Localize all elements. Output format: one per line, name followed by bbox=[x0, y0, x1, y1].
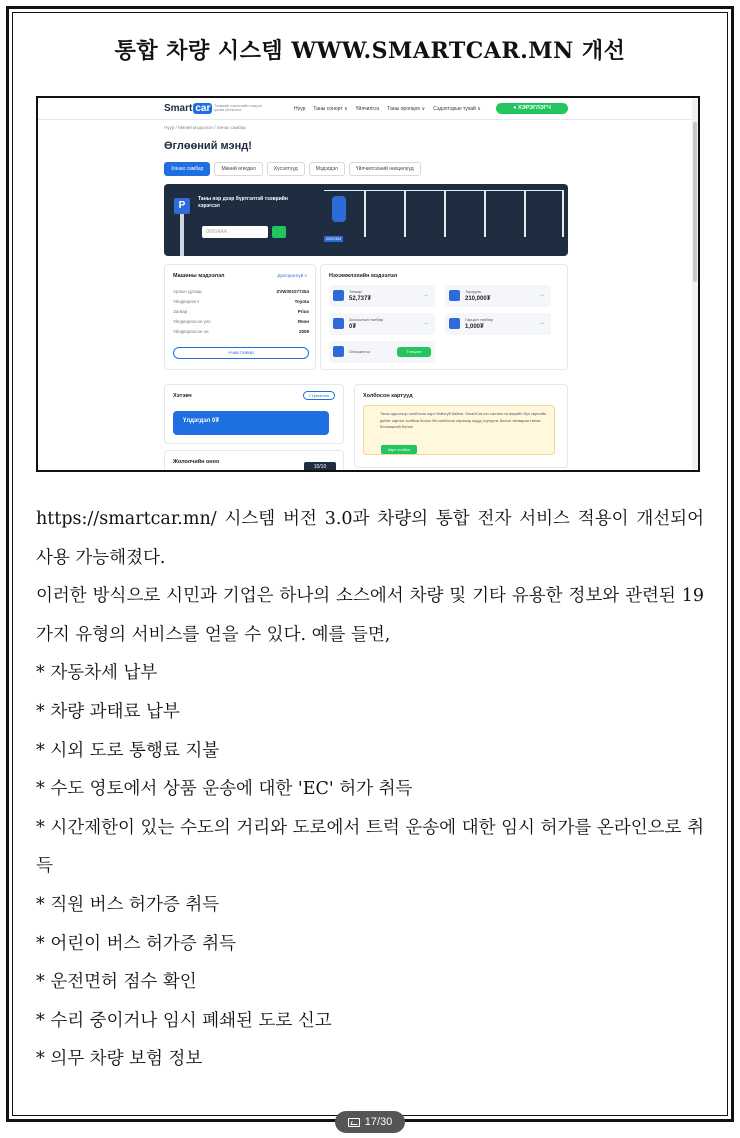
vehicle-info-card bbox=[164, 264, 316, 370]
menu-item: Сэдэлтэрын тухай ∨ bbox=[433, 106, 481, 112]
slot-line bbox=[524, 191, 526, 237]
scroll-thumb bbox=[693, 122, 697, 282]
list-item: * 어린이 버스 허가증 취득 bbox=[36, 933, 237, 954]
document-title: 통합 차량 시스템 WWW.SMARTCAR.MN 개선 bbox=[114, 38, 626, 64]
list-item: * 자동차세 납부 bbox=[36, 663, 158, 684]
fine-icon bbox=[449, 290, 460, 301]
info-row bbox=[173, 299, 309, 309]
logo-text: Smart bbox=[164, 103, 193, 114]
slot-line bbox=[444, 191, 446, 237]
site-tagline: Тээврийн хэрэгслийн нэгдсэн цахим үйлчилгээ bbox=[214, 104, 262, 112]
info-value: Toyota bbox=[294, 299, 309, 304]
car-icon bbox=[332, 196, 346, 222]
info-label: Үйлдвэрлэгч bbox=[173, 299, 200, 304]
menu-item: Таны оролцоо ∨ bbox=[387, 106, 426, 112]
arrow-right-icon: → bbox=[423, 292, 429, 298]
toll-icon bbox=[449, 318, 460, 329]
list-item: * 차량 과태료 납부 bbox=[36, 701, 180, 722]
parking-fee-icon bbox=[333, 318, 344, 329]
payments-card-title: Нэхэмжлэхийн мэдээлэл bbox=[329, 273, 398, 279]
cargo-button: Ачаа тээвэр bbox=[173, 347, 309, 359]
greeting: Өглөөний мэнд! bbox=[164, 140, 252, 152]
info-label: Үйлдвэрлэсэн он bbox=[173, 329, 209, 334]
tile-value: 52,737₮ bbox=[349, 296, 372, 302]
tile-value: 0₮ bbox=[349, 324, 357, 330]
info-label: Үйлдвэрлэсэн улс bbox=[173, 319, 211, 324]
tile-label: Торгууль bbox=[465, 289, 482, 294]
paragraph: 이러한 방식으로 시민과 기업은 하나의 소스에서 차량 및 기타 유용한 정보와 관련된 19가지 유형의 서비스를 얻을 수 있다. 예를 들면, bbox=[36, 586, 704, 645]
arrow-right-icon: → bbox=[539, 320, 545, 326]
status-pill: Тэнцсэн bbox=[397, 347, 431, 357]
tile-label: Татвар bbox=[349, 289, 362, 294]
wallet-title: Хэтэвч bbox=[173, 393, 192, 399]
vehicle-info-rows bbox=[173, 289, 309, 339]
user-icon: ● bbox=[513, 105, 519, 111]
list-item: * 직원 버스 허가증 취득 bbox=[36, 894, 220, 915]
info-label: Арлын дугаар bbox=[173, 289, 202, 294]
linked-cards-card bbox=[354, 384, 568, 468]
site-header bbox=[38, 98, 698, 120]
list-item: * 수도 영토에서 상품 운송에 대한 'EC' 허가 취득 bbox=[36, 779, 413, 800]
banner-text: Таны нэр дээр бүртгэлтэй тээврийн хэрэгсэл bbox=[198, 196, 288, 209]
tile-parking bbox=[329, 313, 435, 335]
wallet-balance-bar bbox=[173, 411, 329, 435]
car-plate-tag: 0001УБМ bbox=[326, 237, 342, 241]
tab-terms: Үйлчилгээний нөхцөлүүд bbox=[349, 162, 421, 176]
tax-icon bbox=[333, 290, 344, 301]
parking-slots bbox=[324, 190, 564, 236]
vehicle-card-title: Машины мэдээлэл bbox=[173, 273, 225, 279]
login-button bbox=[496, 103, 568, 114]
tile-fines bbox=[445, 285, 551, 307]
info-value: Prius bbox=[297, 309, 309, 314]
list-item: * 수리 중이거나 임시 폐쇄된 도로 신고 bbox=[36, 1010, 332, 1031]
sign-pole bbox=[180, 214, 184, 256]
details-link: Дэлгэрэнгүй > bbox=[277, 273, 307, 278]
slot-line bbox=[562, 191, 564, 237]
document-body bbox=[36, 500, 704, 1079]
arrow-right-icon: → bbox=[539, 292, 545, 298]
info-value: ZVW301077254 bbox=[276, 289, 309, 294]
info-label: Загвар bbox=[173, 309, 188, 314]
tab-requests: Хүсэлтүүд bbox=[267, 162, 305, 176]
menu-item: Нүүр bbox=[294, 106, 306, 112]
tab-notifications: Мэдэгдэл bbox=[309, 162, 345, 176]
logo-badge: car bbox=[195, 103, 211, 114]
payments-card bbox=[320, 264, 568, 370]
tab-dashboard: Хянах самбар bbox=[164, 162, 210, 176]
topup-button: + Цэнэглэх bbox=[303, 391, 335, 400]
parking-icon: P bbox=[174, 198, 190, 214]
plate-input: 0000AAA bbox=[202, 226, 268, 238]
site-logo bbox=[164, 103, 212, 114]
embedded-screenshot bbox=[36, 96, 700, 472]
link-card-button: Карт холбох bbox=[381, 445, 417, 454]
login-label: ХЭРЭГЛЭГЧ bbox=[518, 105, 551, 111]
linked-cards-title: Холбосон картууд bbox=[363, 393, 413, 399]
notice-box: Таны одоогоор холбосон карт байхгүй байна. SmartCar.mn систем та өөрийн бүх төрлийн дебит картыг холбож болох ба холбосон картаар шууд торгууль болон татвараа төлөх боломжтой болно bbox=[363, 405, 555, 455]
site-menu bbox=[294, 106, 481, 112]
slot-line bbox=[404, 191, 406, 237]
info-row bbox=[173, 329, 309, 339]
plate-search-button bbox=[272, 226, 286, 238]
slot-line bbox=[484, 191, 486, 237]
page-number: 17/30 bbox=[364, 1116, 393, 1128]
image-icon bbox=[348, 1118, 360, 1127]
list-item: * 시외 도로 통행료 지불 bbox=[36, 740, 220, 761]
dashboard-tabs bbox=[164, 162, 421, 176]
info-row bbox=[173, 309, 309, 319]
list-item: * 의무 차량 보험 정보 bbox=[36, 1049, 203, 1070]
scrollbar bbox=[692, 98, 698, 470]
driver-score-title: Жолоочийн оноо bbox=[173, 459, 220, 465]
info-value: 2009 bbox=[298, 329, 309, 334]
breadcrumb: Нүүр / Миний мэдээлэл / Хянах самбар bbox=[164, 125, 246, 130]
arrow-right-icon: → bbox=[423, 320, 429, 326]
list-item: * 운전면허 점수 확인 bbox=[36, 972, 197, 993]
list-item: * 시간제한이 있는 수도의 거리와 도로에서 트럭 운송에 대한 임시 허가를 온라인으로 취득 bbox=[36, 817, 704, 877]
tile-inspection bbox=[329, 341, 435, 363]
tile-label: Гарцын төлбөр bbox=[465, 317, 494, 322]
wallet-card bbox=[164, 384, 344, 444]
info-value: Япон bbox=[297, 319, 309, 324]
info-row bbox=[173, 319, 309, 329]
menu-item: Таны сонорт ∨ bbox=[313, 106, 348, 112]
search-icon bbox=[333, 346, 344, 357]
paragraph: https://smartcar.mn/ 시스템 버전 3.0과 차량의 통합 전자 서비스 적용이 개선되어 사용 가능해졌다. bbox=[36, 509, 704, 568]
wallet-balance: Үлдэгдэл 0₮ bbox=[183, 418, 219, 424]
tile-value: 1,000₮ bbox=[465, 324, 484, 330]
score-badge: 10/10 bbox=[304, 462, 336, 472]
slot-line bbox=[364, 191, 366, 237]
tile-label: Оношилгоо bbox=[349, 349, 371, 354]
tile-value: 210,000₮ bbox=[465, 296, 491, 302]
menu-item: Үйлчилгээ bbox=[355, 106, 380, 112]
tile-label: Зогсоолын төлбөр bbox=[349, 317, 384, 322]
tile-toll bbox=[445, 313, 551, 335]
page-indicator[interactable] bbox=[335, 1111, 405, 1133]
tile-tax bbox=[329, 285, 435, 307]
info-row bbox=[173, 289, 309, 299]
tab-my-data: Миний өгөгдөл bbox=[214, 162, 262, 176]
parking-banner bbox=[164, 184, 568, 256]
